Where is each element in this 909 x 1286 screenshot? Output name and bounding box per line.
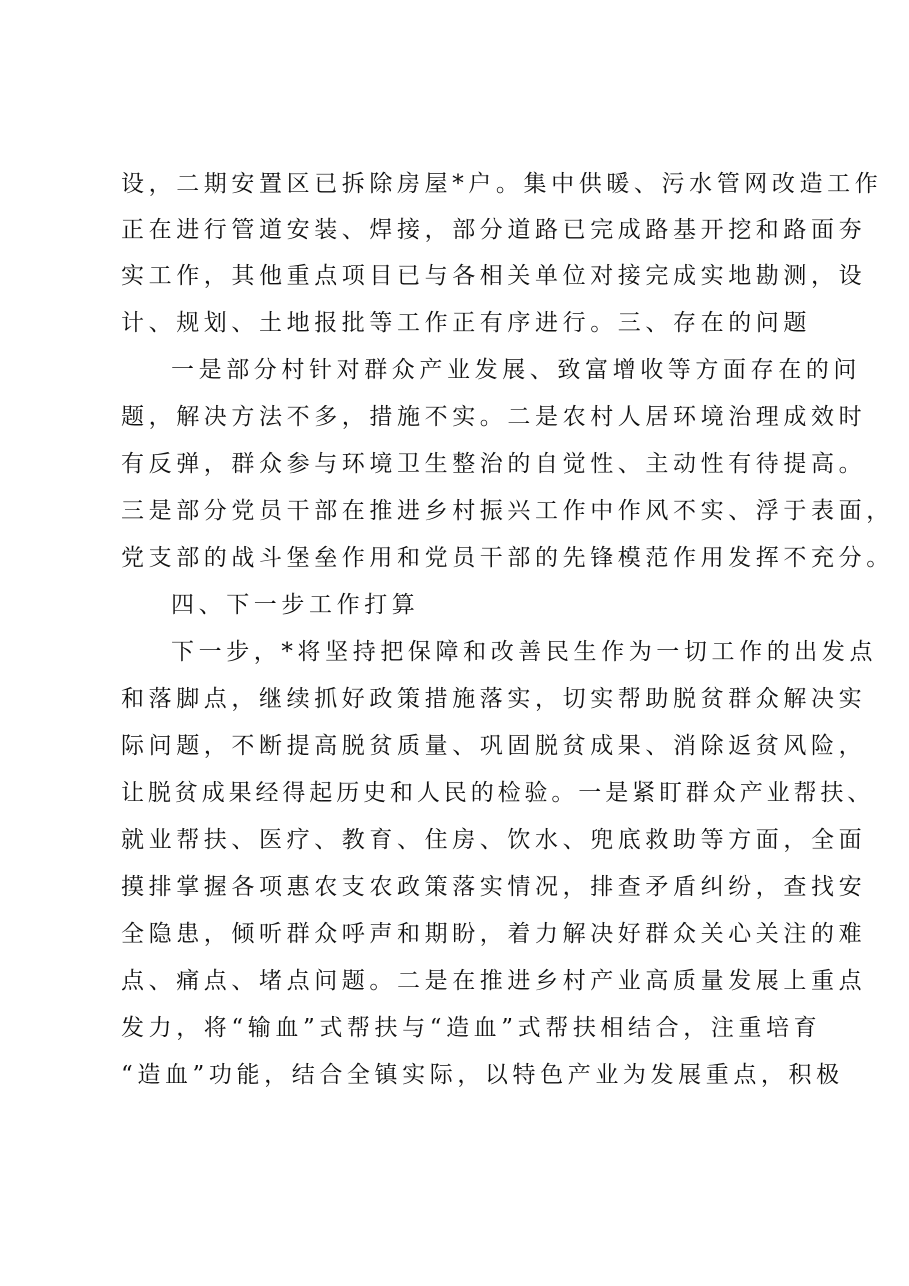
- text-line: 摸排掌握各项惠农支农政策落实情况，排查矛盾纠纷，查找安: [121, 874, 867, 900]
- text-line: 正在进行管道安装、焊接，部分道路已完成路基开挖和路面夯: [121, 217, 867, 243]
- text-line: 点、痛点、堵点问题。二是在推进乡村产业高质量发展上重点: [121, 968, 867, 994]
- text-line: 有反弹，群众参与环境卫生整治的自觉性、主动性有待提高。: [121, 451, 867, 477]
- text-line: 实工作，其他重点项目已与各相关单位对接完成实地勘测，设: [121, 263, 867, 289]
- paragraph-start-line: 下一步，*将坚持把保障和改善民生作为一切工作的出发点: [171, 639, 878, 665]
- text-line: 和落脚点，继续抓好政策措施落实，切实帮助脱贫群众解决实: [121, 686, 867, 712]
- text-line: 际问题，不断提高脱贫质量、巩固脱贫成果、消除返贫风险，: [121, 733, 867, 759]
- text-line: 题，解决方法不多，措施不实。二是农村人居环境治理成效时: [121, 404, 867, 430]
- paragraph-start-line: 一是部分村针对群众产业发展、致富增收等方面存在的问: [171, 357, 861, 383]
- text-line: 全隐患，倾听群众呼声和期盼，着力解决好群众关心关注的难: [121, 921, 867, 947]
- text-line: 三是部分党员干部在推进乡村振兴工作中作风不实、浮于表面，: [121, 498, 894, 524]
- text-line: 党支部的战斗堡垒作用和党员干部的先锋模范作用发挥不充分。: [121, 545, 894, 571]
- text-line: 计、规划、土地报批等工作正有序进行。三、存在的问题: [121, 310, 811, 336]
- text-line: 发力，将“输血”式帮扶与“造血”式帮扶相结合，注重培育: [121, 1015, 822, 1041]
- text-line: 设，二期安置区已拆除房屋*户。集中供暖、污水管网改造工作: [121, 171, 883, 197]
- section-heading: 四、下一步工作打算: [171, 592, 420, 618]
- text-line: “造血”功能，结合全镇实际，以特色产业为发展重点，积极: [121, 1062, 844, 1088]
- text-line: 让脱贫成果经得起历史和人民的检验。一是紧盯群众产业帮扶、: [121, 780, 875, 806]
- text-line: 就业帮扶、医疗、教育、住房、饮水、兜底救助等方面，全面: [121, 827, 867, 853]
